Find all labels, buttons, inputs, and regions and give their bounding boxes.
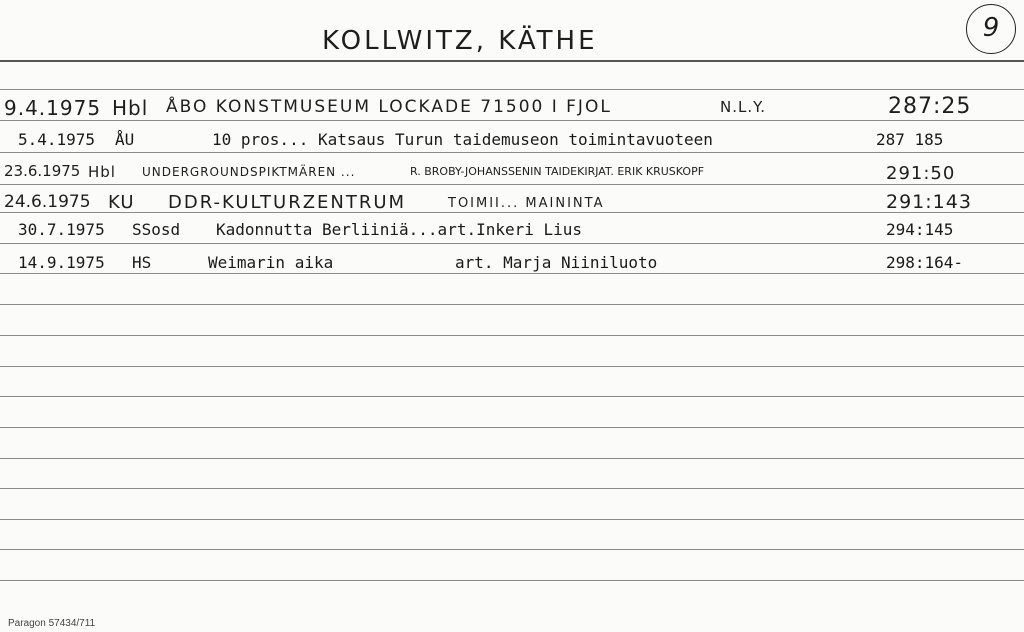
entry-text: DDR-KULTURZENTRUM: [168, 192, 407, 213]
entry-date: 9.4.1975: [4, 96, 102, 120]
entry-text: 10 pros... Katsaus Turun taidemuseon toimintavuoteen: [212, 130, 713, 149]
entry-note: TOIMII... MAININTA: [448, 196, 605, 211]
entry-source: ÅU: [115, 130, 135, 149]
entry-ref: 287:25: [888, 94, 972, 119]
entry-text: Kadonnutta Berliiniä...art.Inkeri Lius: [216, 220, 583, 239]
rule-line: [0, 152, 1024, 153]
rule-line: [0, 212, 1024, 213]
rule-line: [0, 304, 1024, 305]
entry-source: KU: [108, 192, 135, 213]
entry-note: N.L.Y.: [720, 98, 767, 116]
entry-ref: 294:145: [886, 220, 954, 239]
entry-text: UNDERGROUNDSPIKTMÄREN ...: [142, 165, 356, 179]
rule-line: [0, 580, 1024, 581]
entry-text: ÅBO KONSTMUSEUM LOCKADE 71500 I FJOL: [166, 97, 612, 117]
entry-source: Hbl: [112, 96, 149, 120]
entry-ref: 287 185: [876, 130, 944, 149]
entry-date: 5.4.1975: [18, 130, 96, 149]
entry-date: 30.7.1975: [18, 220, 105, 239]
rule-line: [0, 549, 1024, 550]
rule-line: [0, 184, 1024, 185]
entry-source: SSosd: [132, 220, 181, 239]
entry-note: R. BROBY-JOHANSSENIN TAIDEKIRJAT. ERIK KRUSKOPF: [410, 165, 705, 178]
entry-note: art. Marja Niiniluoto: [455, 253, 658, 272]
rule-line: [0, 488, 1024, 489]
rule-line: [0, 273, 1024, 274]
rule-line: [0, 427, 1024, 428]
entry-date: 14.9.1975: [18, 253, 105, 272]
rule-line: [0, 89, 1024, 90]
rule-line: [0, 519, 1024, 520]
header-rule: [0, 60, 1024, 62]
card-number-circle: [966, 4, 1016, 54]
card-title: KOLLWITZ, KÄTHE: [322, 26, 598, 56]
rule-line: [0, 366, 1024, 367]
rule-line: [0, 243, 1024, 244]
rule-line: [0, 120, 1024, 121]
rule-line: [0, 458, 1024, 459]
entry-text: Weimarin aika: [208, 253, 334, 272]
card-number: 9: [982, 13, 1000, 43]
entry-ref: 291:50: [886, 163, 956, 184]
printer-imprint: Paragon 57434/711: [8, 618, 96, 629]
entry-ref: 291:143: [886, 191, 972, 213]
entry-date: 23.6.1975: [4, 162, 81, 180]
entry-date: 24.6.1975: [4, 192, 91, 212]
rule-line: [0, 335, 1024, 336]
entry-source: Hbl: [88, 163, 116, 181]
entry-source: HS: [132, 253, 152, 272]
rule-line: [0, 396, 1024, 397]
entry-ref: 298:164-: [886, 253, 964, 272]
